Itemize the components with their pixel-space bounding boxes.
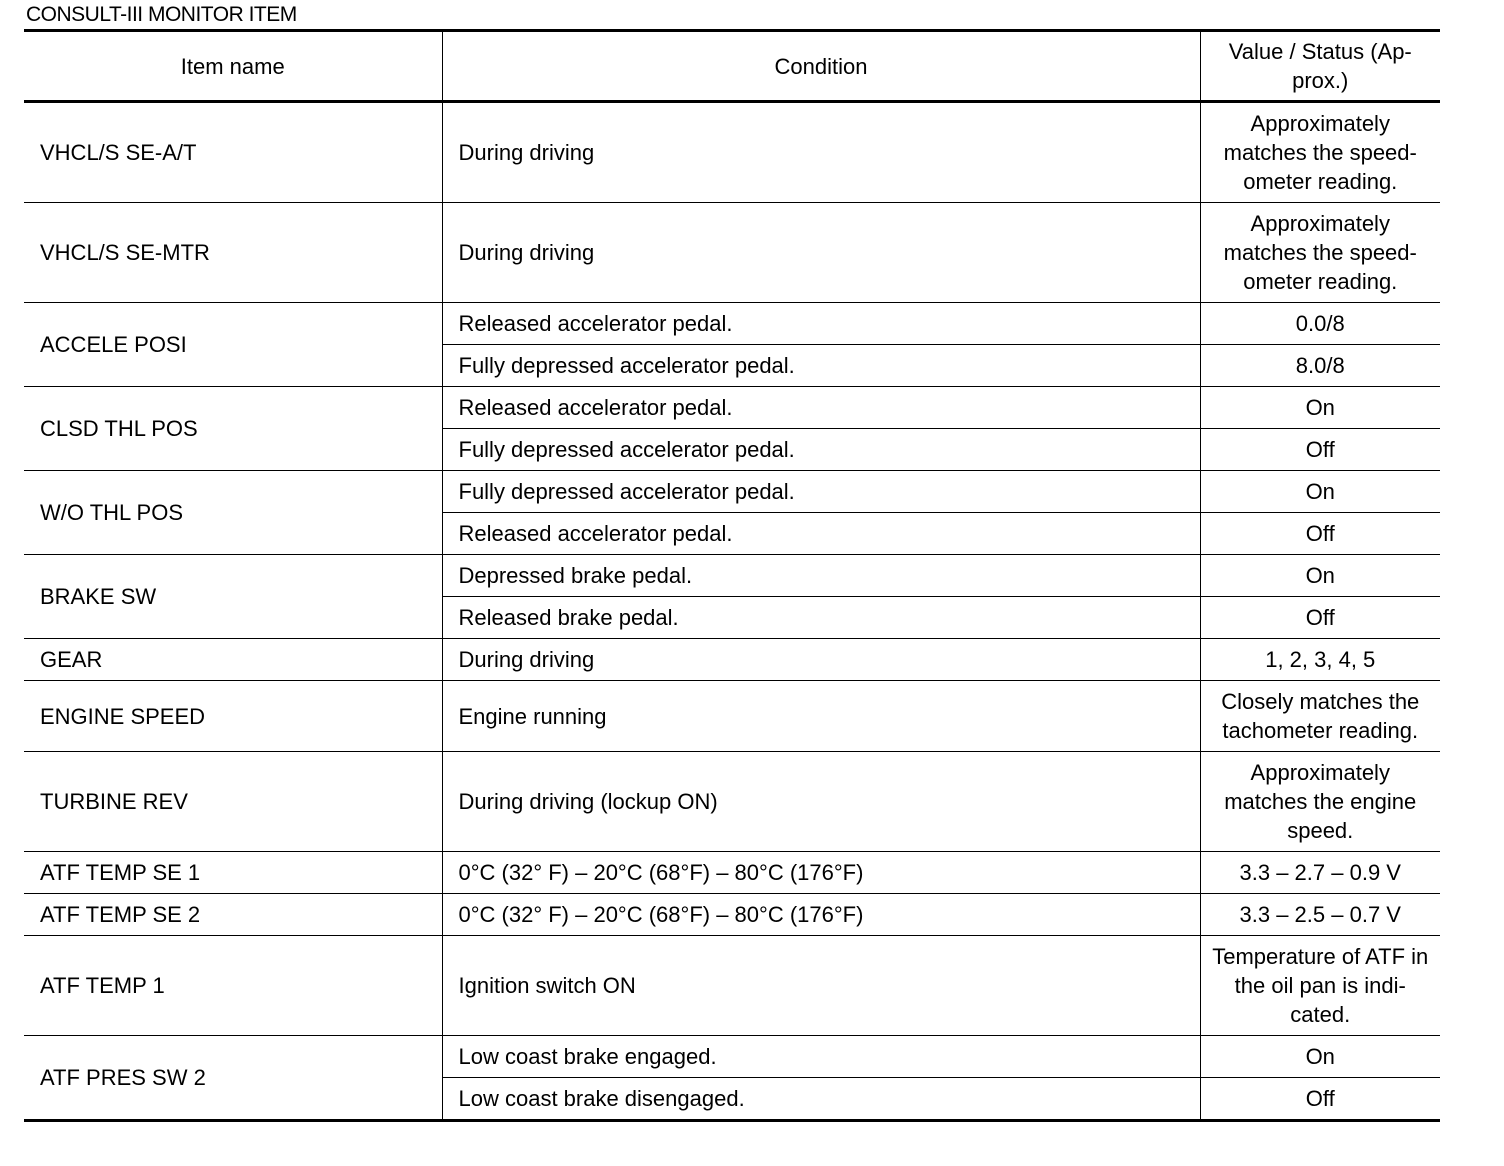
value-cell: Approximately matches the speed-ometer reading. (1200, 203, 1440, 303)
condition-cell: Released accelerator pedal. (442, 303, 1200, 345)
table-header-row (24, 31, 1440, 102)
table-row (24, 555, 1440, 597)
condition-cell: Fully depressed accelerator pedal. (442, 345, 1200, 387)
condition-cell: Engine running (442, 681, 1200, 752)
item-name: VHCL/S SE-MTR (24, 203, 442, 303)
condition-cell: Fully depressed accelerator pedal. (442, 471, 1200, 513)
item-name: TURBINE REV (24, 752, 442, 852)
value-cell: On (1200, 1036, 1440, 1078)
item-name: VHCL/S SE-A/T (24, 102, 442, 203)
condition-cell: During driving (lockup ON) (442, 752, 1200, 852)
value-cell: 8.0/8 (1200, 345, 1440, 387)
condition-cell: Low coast brake disengaged. (442, 1078, 1200, 1121)
item-name: ATF TEMP SE 2 (24, 894, 442, 936)
item-name: ENGINE SPEED (24, 681, 442, 752)
item-name: GEAR (24, 639, 442, 681)
value-cell: Approximately matches the speed-ometer reading. (1200, 102, 1440, 203)
value-cell: 1, 2, 3, 4, 5 (1200, 639, 1440, 681)
value-cell: Off (1200, 1078, 1440, 1121)
table-row (24, 203, 1440, 303)
value-cell: Approximately matches the engine speed. (1200, 752, 1440, 852)
condition-cell: During driving (442, 203, 1200, 303)
value-cell: 0.0/8 (1200, 303, 1440, 345)
header-item-name: Item name (24, 31, 442, 102)
table-row (24, 102, 1440, 203)
item-name: CLSD THL POS (24, 387, 442, 471)
condition-cell: During driving (442, 639, 1200, 681)
table-row (24, 303, 1440, 345)
condition-cell: 0°C (32° F) – 20°C (68°F) – 80°C (176°F) (442, 894, 1200, 936)
table-row (24, 752, 1440, 852)
table-row (24, 387, 1440, 429)
value-cell: Temperature of ATF in the oil pan is indi-cated. (1200, 936, 1440, 1036)
item-name: ATF TEMP SE 1 (24, 852, 442, 894)
condition-cell: Depressed brake pedal. (442, 555, 1200, 597)
table-row (24, 639, 1440, 681)
value-cell: On (1200, 555, 1440, 597)
value-cell: 3.3 – 2.7 – 0.9 V (1200, 852, 1440, 894)
value-cell: Off (1200, 597, 1440, 639)
header-value-status: Value / Status (Ap-prox.) (1200, 31, 1440, 102)
value-cell: Off (1200, 429, 1440, 471)
item-name: ACCELE POSI (24, 303, 442, 387)
condition-cell: Low coast brake engaged. (442, 1036, 1200, 1078)
monitor-item-table (24, 29, 1440, 1122)
table-row (24, 852, 1440, 894)
value-cell: Off (1200, 513, 1440, 555)
page-title: CONSULT-III MONITOR ITEM (26, 3, 297, 26)
value-cell: On (1200, 471, 1440, 513)
value-cell: Closely matches the tachometer reading. (1200, 681, 1440, 752)
table-row (24, 894, 1440, 936)
table-row (24, 936, 1440, 1036)
table-row (24, 471, 1440, 513)
value-cell: 3.3 – 2.5 – 0.7 V (1200, 894, 1440, 936)
item-name: ATF PRES SW 2 (24, 1036, 442, 1121)
table-row (24, 681, 1440, 752)
item-name: BRAKE SW (24, 555, 442, 639)
condition-cell: Released accelerator pedal. (442, 387, 1200, 429)
condition-cell: Fully depressed accelerator pedal. (442, 429, 1200, 471)
condition-cell: Released brake pedal. (442, 597, 1200, 639)
condition-cell: 0°C (32° F) – 20°C (68°F) – 80°C (176°F) (442, 852, 1200, 894)
item-name: ATF TEMP 1 (24, 936, 442, 1036)
condition-cell: Released accelerator pedal. (442, 513, 1200, 555)
header-condition: Condition (442, 31, 1200, 102)
value-cell: On (1200, 387, 1440, 429)
condition-cell: Ignition switch ON (442, 936, 1200, 1036)
item-name: W/O THL POS (24, 471, 442, 555)
table-row (24, 1036, 1440, 1078)
condition-cell: During driving (442, 102, 1200, 203)
